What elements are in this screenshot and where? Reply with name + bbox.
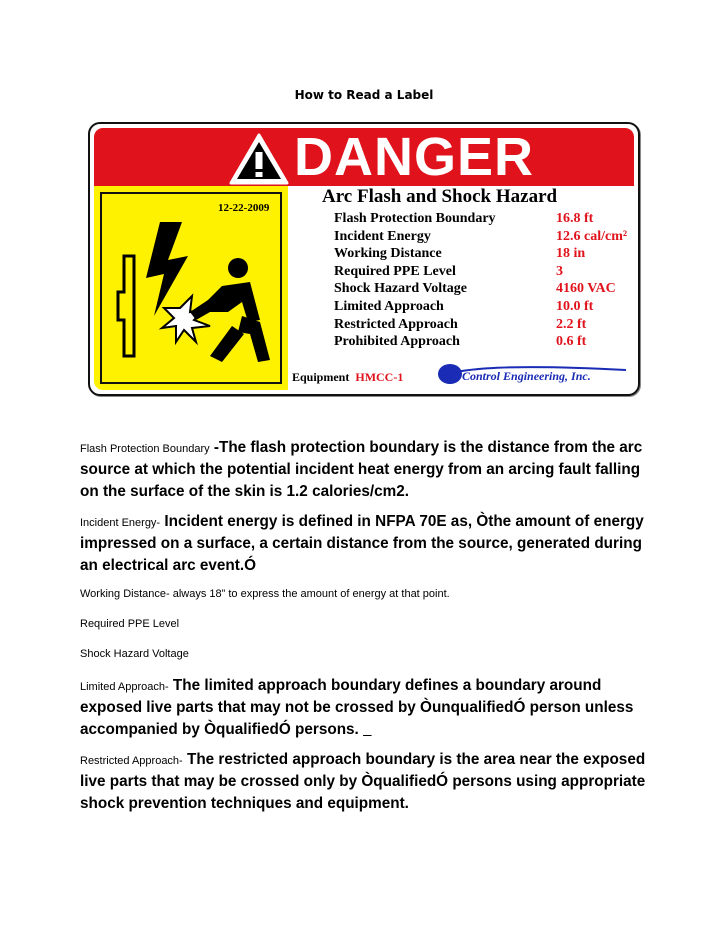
definition-term: Flash Protection Boundary xyxy=(80,443,210,455)
equipment-label: Equipment xyxy=(292,370,350,384)
spec-value: 3 xyxy=(556,263,563,279)
spec-value: 12.6 cal/cm² xyxy=(556,228,628,244)
definition-term: Incident Energy- xyxy=(80,517,161,529)
danger-header xyxy=(94,128,634,186)
definition-restricted-approach xyxy=(80,749,660,815)
spec-name: Flash Protection Boundary xyxy=(334,211,496,226)
spec-name: Limited Approach xyxy=(334,298,444,314)
definitions xyxy=(80,437,660,815)
equipment-id: HMCC-1 xyxy=(355,370,404,384)
spec-value: 4160 VAC xyxy=(556,281,616,297)
definition-working-distance: Working Distance- always 18” to express the amount of energy at that point. xyxy=(80,588,450,600)
arc-flash-label xyxy=(88,122,640,396)
definition-shock-hazard-voltage: Shock Hazard Voltage xyxy=(80,648,189,660)
definition-text: The restricted approach boundary is the area near the exposed live parts that may be crossed only by ÒqualifiedÓ persons using appropriate shock prevention techniques and equipment. xyxy=(80,751,646,812)
company-name: Control Engineering, Inc. xyxy=(462,369,591,383)
definition-text: -The flash protection boundary is the distance from the arc source at which the potential incident heat energy from an arcing fault falling on the surface of the skin is 1.2 calories/cm2. xyxy=(80,439,643,500)
definition-flash-protection-boundary xyxy=(80,437,660,503)
spec-row xyxy=(334,333,634,351)
spec-name: Shock Hazard Voltage xyxy=(334,281,468,297)
spec-row xyxy=(334,245,634,263)
spec-row xyxy=(334,280,634,298)
pictogram-frame xyxy=(100,192,282,384)
spec-value: 10.0 ft xyxy=(556,298,594,314)
definition-limited-approach xyxy=(80,675,660,741)
warning-triangle-icon xyxy=(228,132,290,186)
spec-name: Prohibited Approach xyxy=(334,334,460,350)
definition-required-ppe-level: Required PPE Level xyxy=(80,618,180,630)
spec-name: Incident Energy xyxy=(334,228,431,244)
spec-row xyxy=(334,210,634,228)
definition-text: Incident energy is defined in NFPA 70E as, Òthe amount of energy impressed on a surface, a certain distance from the source, generated during an electrical arc event.Ó xyxy=(80,513,644,574)
spec-table xyxy=(334,210,634,351)
spec-value: 2.2 ft xyxy=(556,316,587,332)
company-logo xyxy=(436,360,632,388)
hazard-title: Arc Flash and Shock Hazard xyxy=(322,186,558,207)
spec-row xyxy=(334,228,634,246)
spec-name: Working Distance xyxy=(334,246,442,262)
hazard-pictogram-panel xyxy=(94,186,288,390)
definition-term: Restricted Approach- xyxy=(80,755,183,767)
spec-value: 16.8 ft xyxy=(556,211,594,226)
definition-text: The limited approach boundary defines a boundary around exposed live parts that may not be crossed by ÒunqualifiedÓ person unless accompanied by ÒqualifiedÓ persons. xyxy=(80,677,634,738)
spec-row xyxy=(334,298,634,316)
spec-name: Required PPE Level xyxy=(334,263,456,279)
definition-term: Limited Approach- xyxy=(80,681,169,693)
spec-name: Restricted Approach xyxy=(334,316,458,332)
label-date: 12-22-2009 xyxy=(218,202,270,214)
definition-incident-energy xyxy=(80,511,660,577)
electric-shock-icon xyxy=(110,216,280,382)
spec-row xyxy=(334,263,634,281)
danger-word: DANGER xyxy=(294,127,535,187)
page-title: How to Read a Label xyxy=(294,88,434,102)
spec-value: 18 in xyxy=(556,246,586,262)
spec-value: 0.6 ft xyxy=(556,334,587,350)
spec-row xyxy=(334,316,634,334)
equipment-line xyxy=(292,370,403,385)
